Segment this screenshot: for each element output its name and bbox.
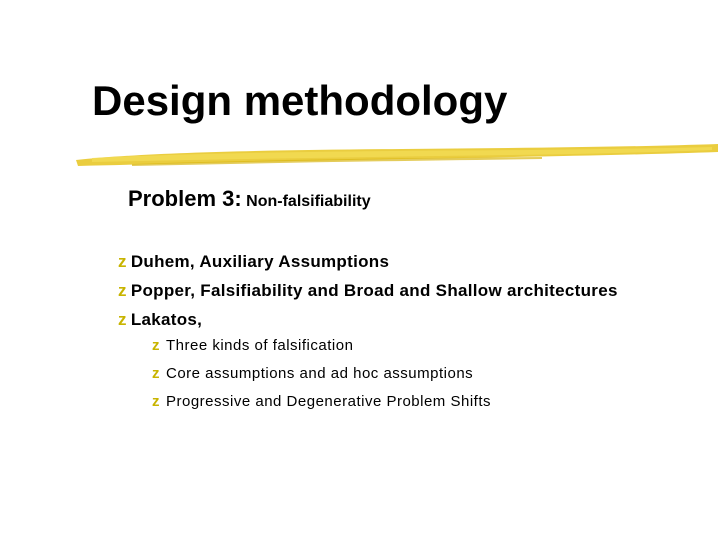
bullet-marker-icon: z [118, 281, 127, 300]
sub-bullet-text: Progressive and Degenerative Problem Shifts [166, 393, 491, 410]
bullet-text: Popper, Falsifiability and Broad and Shallow architectures [130, 281, 618, 300]
slide-subtitle [128, 186, 371, 212]
sub-bullet-text: Three kinds of falsification [166, 337, 354, 354]
sub-bullet-marker-icon: z [152, 337, 160, 354]
sub-bullet-text: Core assumptions and ad hoc assumptions [166, 365, 474, 382]
sub-bullet-item [152, 392, 698, 411]
subtitle-rest: Non-falsifiability [246, 193, 371, 210]
bullet-item [118, 251, 698, 272]
sub-bullet-item [152, 336, 698, 355]
slide-title: Design methodology [92, 77, 508, 124]
subtitle-main: Problem 3: [128, 186, 242, 211]
bullet-item [118, 309, 698, 411]
bullet-item [118, 280, 698, 301]
bullet-text: Lakatos, [130, 310, 203, 329]
bullet-list [118, 251, 698, 420]
bullet-text: Duhem, Auxiliary Assumptions [130, 252, 390, 271]
sub-bullet-marker-icon: z [152, 365, 160, 382]
bullet-marker-icon: z [118, 310, 127, 329]
bullet-marker-icon: z [118, 252, 127, 271]
sub-bullet-marker-icon: z [152, 393, 160, 410]
sub-bullet-item [152, 364, 698, 383]
sub-bullet-list [152, 336, 698, 411]
title-underline-brushstroke [72, 138, 720, 174]
